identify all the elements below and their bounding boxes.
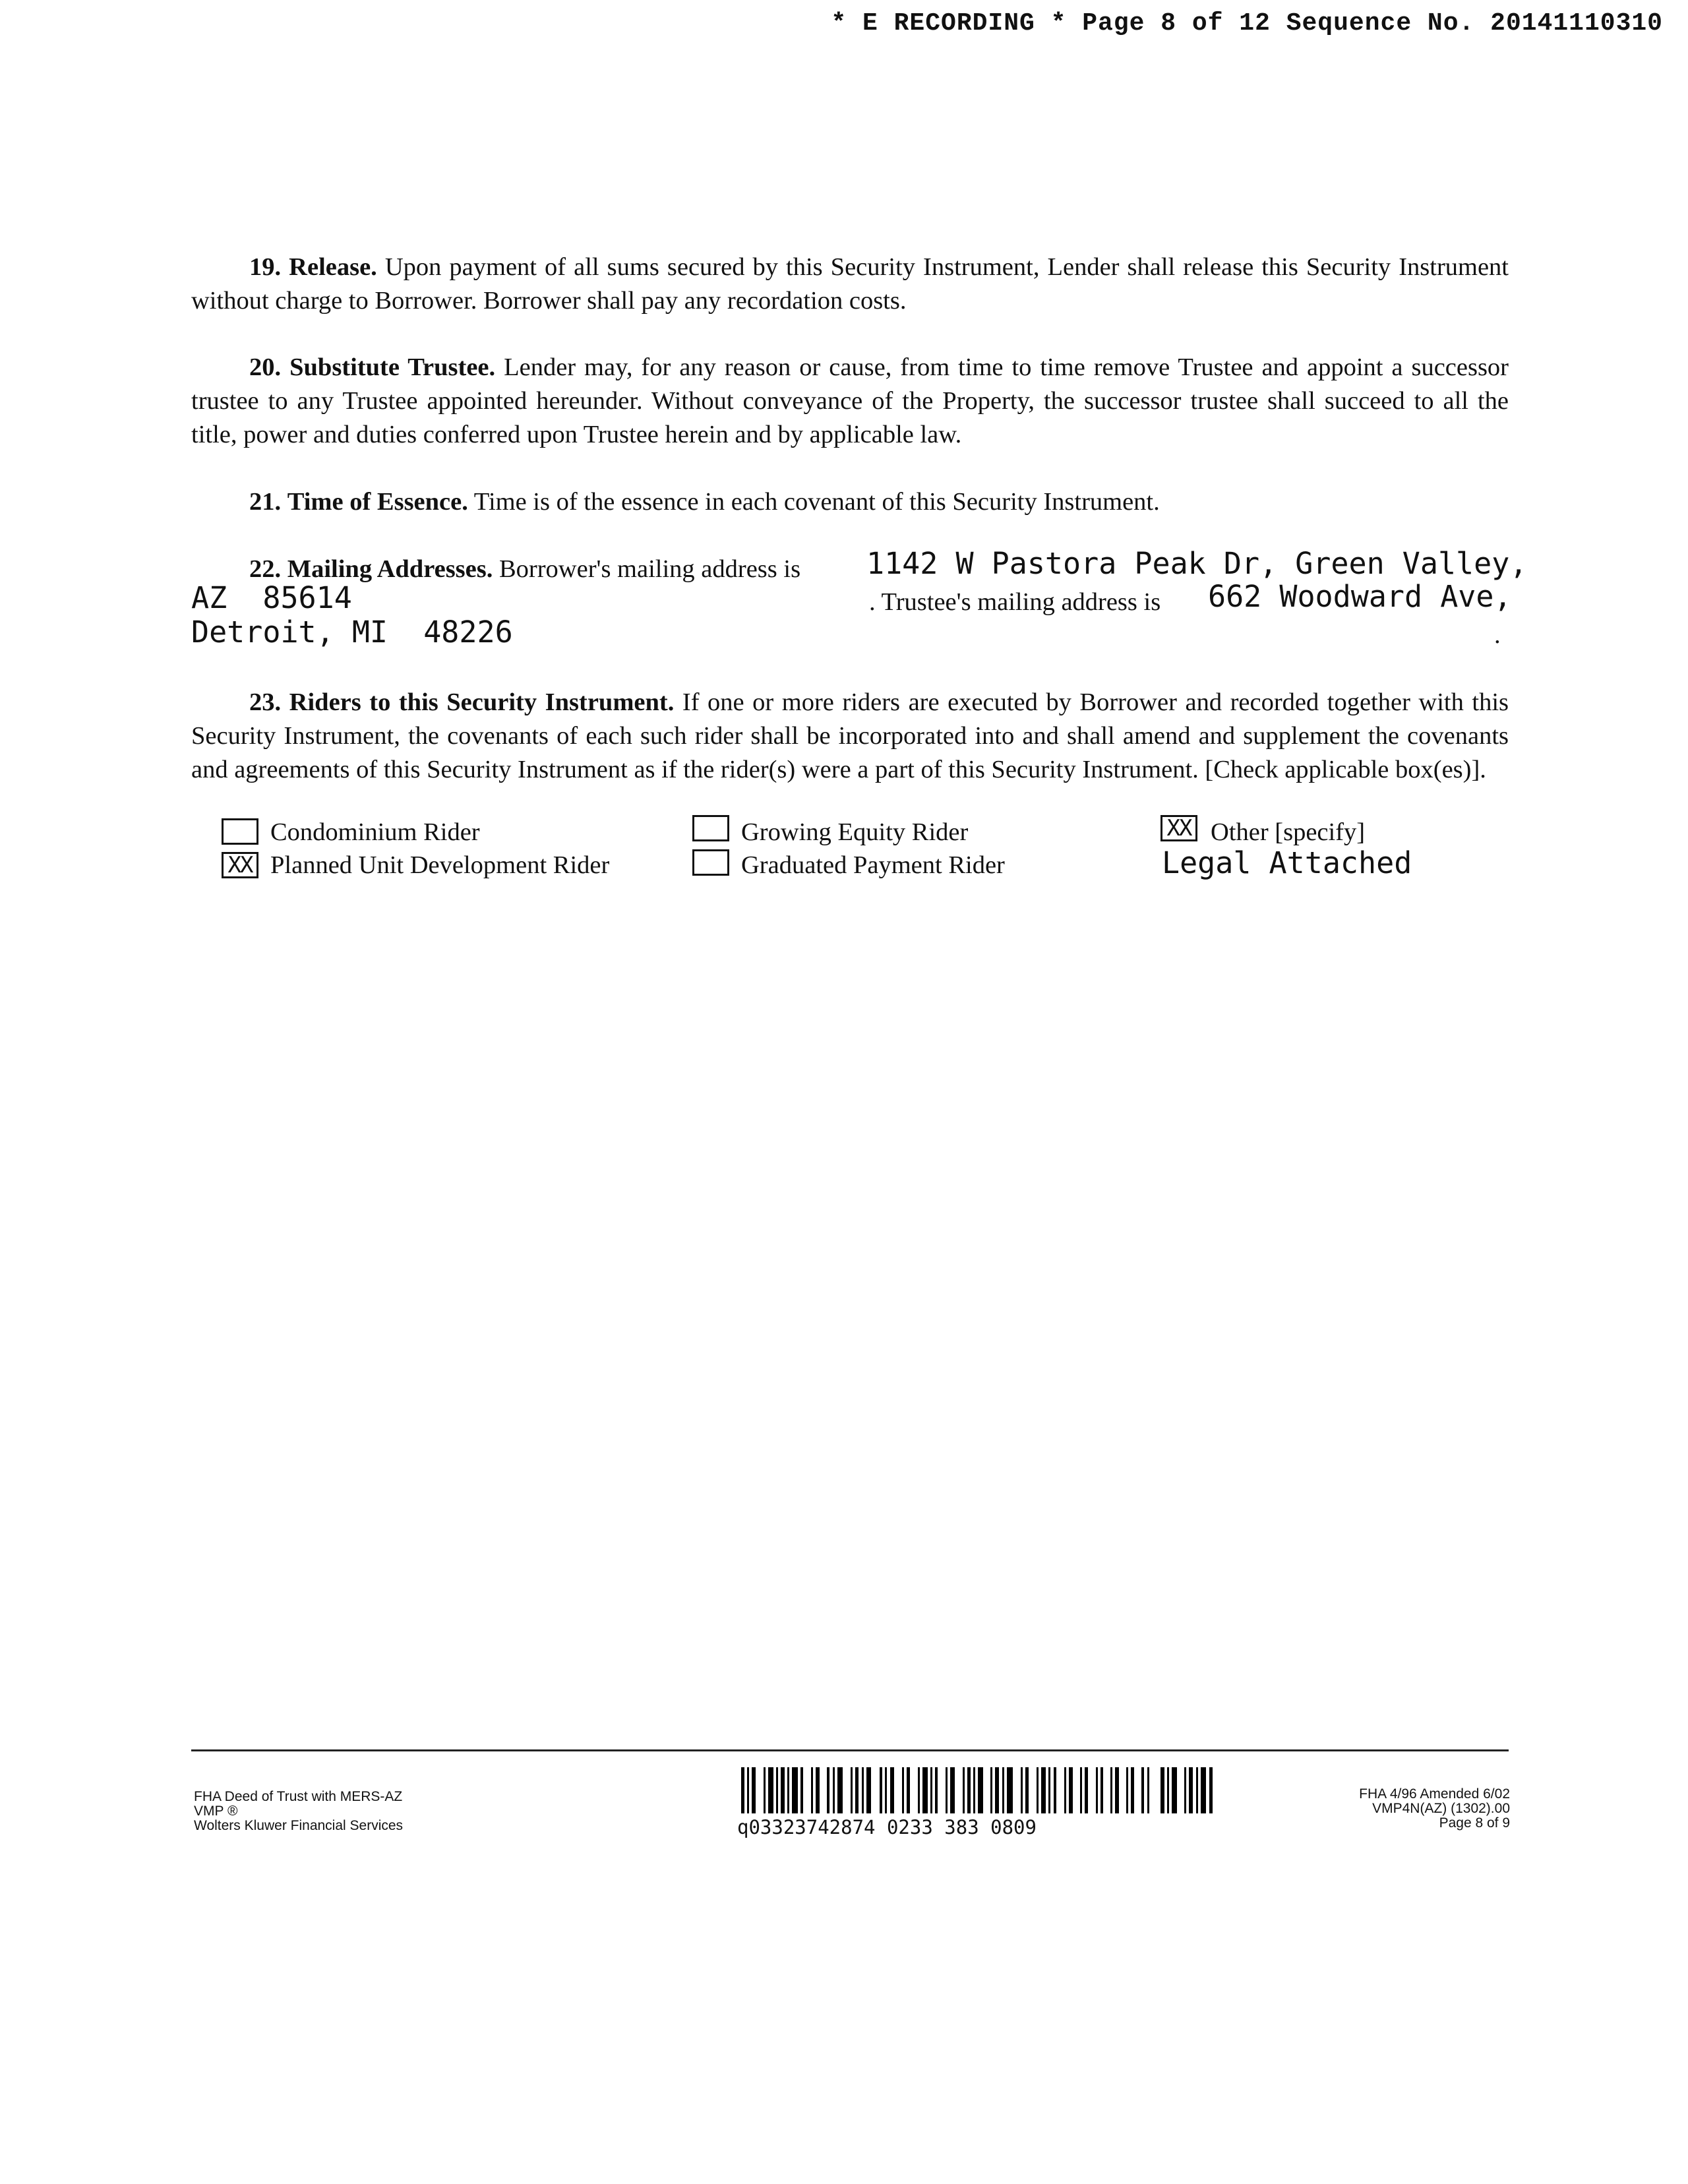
other-rider-checkbox[interactable]: XX [1160,815,1197,841]
other-rider-specify: Legal Attached [1162,845,1412,880]
section-22-end-period: . [1494,621,1501,649]
section-22-trustee-text: . Trustee's mailing address is [869,588,1161,616]
footer-rule [191,1749,1509,1751]
section-23 [191,686,1509,787]
section-23-number: 23. [249,688,282,716]
condominium-rider-checkbox[interactable] [222,818,258,845]
footer-form-version: FHA 4/96 Amended 6/02 [1359,1786,1510,1802]
other-rider-label: Other [specify] [1211,818,1366,846]
footer-page-number: Page 8 of 9 [1439,1815,1510,1831]
section-22-number: 22. [249,555,282,583]
section-19-text: Upon payment of all sums secured by this Security Instrument, Lender shall release this Security Instrument without charge to Borrower. Borrower shall pay any recordation costs. [191,253,1509,315]
section-19-title: Release. [289,253,377,281]
pud-rider-checkbox[interactable]: XX [222,852,258,878]
section-22-title: Mailing Addresses. [287,555,493,583]
trustee-address-line2: Detroit, MI 48226 [191,615,513,650]
section-19 [191,251,1509,318]
section-21-text: Time is of the essence in each covenant of this Security Instrument. [467,488,1160,516]
borrower-address-line2: AZ 85614 [191,580,352,615]
section-23-text: If one or more riders are executed by Borrower and recorded together with this Security Instrument, the covenants of each such rider shall be incorporated into and shall amend and supplement the covenants and agreements of this Security Instrument as if the rider(s) were a part of this Security Instrument. [Check applicable box(es)]. [191,688,1509,783]
growing-equity-rider-label: Growing Equity Rider [741,818,969,846]
barcode-digits: q03323742874 0233 383 0809 [737,1816,1037,1838]
section-19-number: 19. [249,253,282,281]
growing-equity-rider-checkbox[interactable] [692,815,729,841]
borrower-address-line1: 1142 W Pastora Peak Dr, Green Valley, [866,546,1528,581]
graduated-payment-rider-checkbox[interactable] [692,849,729,876]
section-21 [191,485,1509,519]
graduated-payment-rider-label: Graduated Payment Rider [741,851,1005,879]
section-20-number: 20. [249,353,282,381]
footer-form-code: VMP4N(AZ) (1302).00 [1372,1801,1510,1816]
condominium-rider-label: Condominium Rider [270,818,480,846]
footer-barcode [741,1767,1216,1813]
section-22-borrower-text: Borrower's mailing address is [493,555,801,583]
section-20 [191,351,1509,452]
section-20-text: Lender may, for any reason or cause, from time to time remove Trustee and appoint a successor trustee to any Trustee appointed hereunder. Without conveyance of the Property, the successor trustee shall succeed to all the title, power and duties conferred upon Trustee herein and by applicable law. [191,353,1509,448]
footer-left [194,1790,403,1833]
section-23-title: Riders to this Security Instrument. [289,688,675,716]
recording-header: * E RECORDING * Page 8 of 12 Sequence No. 20141110310 [831,9,1663,38]
footer-publisher: Wolters Kluwer Financial Services [194,1818,404,1833]
footer-form-name: FHA Deed of Trust with MERS-AZ [194,1789,403,1804]
footer-vmp: VMP ® [194,1804,238,1819]
section-21-title: Time of Essence. [287,488,468,516]
section-21-number: 21. [249,488,282,516]
section-20-title: Substitute Trustee. [289,353,496,381]
pud-rider-label: Planned Unit Development Rider [270,851,610,879]
footer-right [1359,1787,1510,1831]
trustee-address-line1: 662 Woodward Ave, [1208,579,1512,614]
